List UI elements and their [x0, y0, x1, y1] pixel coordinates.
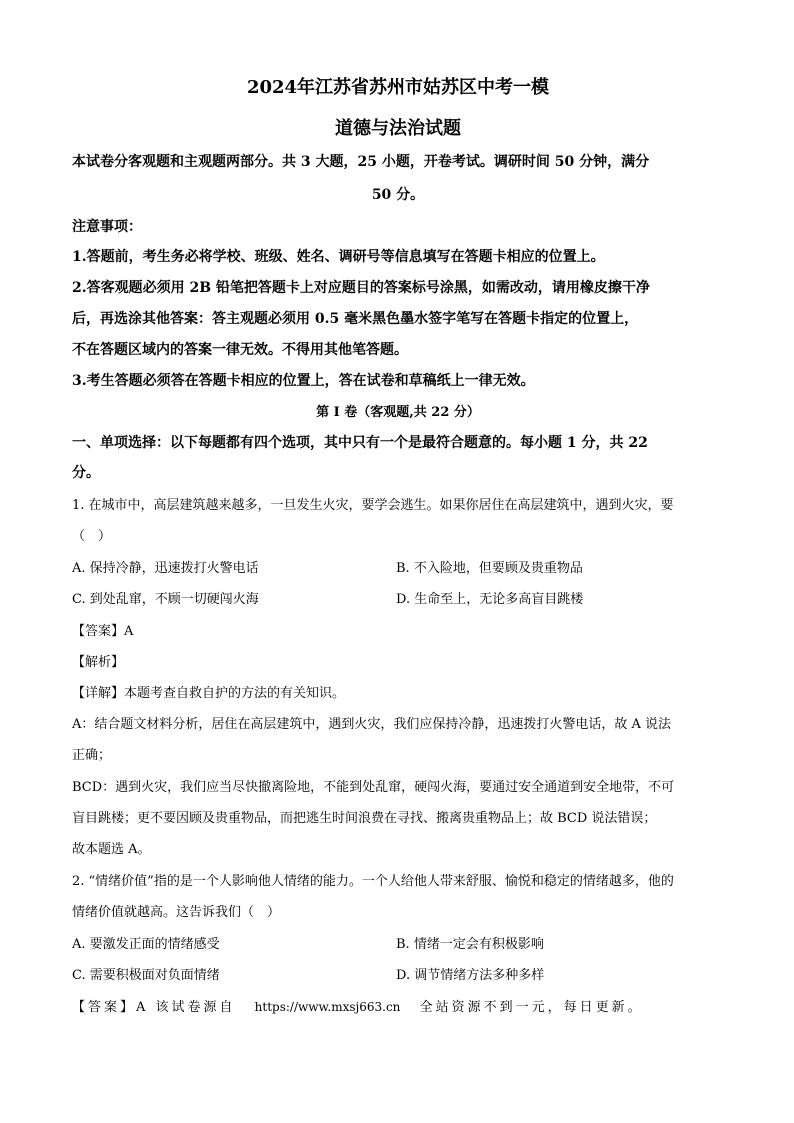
promo-text: 全站资源不到一元，每日更新。 — [419, 1000, 644, 1015]
q1-conclusion: 故本题选 A。 — [72, 842, 151, 857]
note-2-line-1: 2.答客观题必须用 2B 铅笔把答题卡上对应题目的答案标号涂黑，如需改动，请用橡皮擦干净 — [72, 280, 650, 296]
q2-option-d: D. 调节情绪方法多种多样 — [396, 968, 545, 983]
section-title: 第 I 卷（客观题,共 22 分） — [316, 405, 480, 420]
intro-line-2: 50 分。 — [371, 187, 425, 203]
q1-option-b: B. 不入险地，但要顾及贵重物品 — [396, 561, 583, 576]
q1-explanation-bcd-line-1: BCD：遇到火灾，我们应当尽快撤离险地，不能到处乱窜，硬闯火海，要通过安全通道到安全地带，不可 — [72, 780, 675, 795]
q1-explanation-a-line-2: 正确； — [72, 748, 112, 763]
note-2-line-2: 后，再选涂其他答案：答主观题必须用 0.5 毫米黑色墨水签字笔写在答题卡指定的位置上， — [72, 311, 639, 327]
part-1-heading-line-2: 分。 — [72, 465, 100, 481]
note-2-line-3: 不在答题区域内的答案一律无效。不得用其他笔答题。 — [72, 342, 408, 358]
notes-heading: 注意事项： — [72, 219, 142, 235]
q1-stem-line-2: （ ） — [72, 529, 112, 544]
q1-option-a: A. 保持冷静，迅速拨打火警电话 — [72, 561, 259, 576]
intro-line-1: 本试卷分客观题和主观题两部分。共 3 大题，25 小题，开卷考试。调研时间 50 分钟，满分 — [72, 154, 650, 170]
note-1: 1.答题前，考生务必将学校、班级、姓名、调研号等信息填写在答题卡相应的位置上。 — [72, 249, 605, 265]
q2-option-a: A. 要激发正面的情绪感受 — [72, 937, 220, 952]
q1-answer: 【答案】A — [72, 624, 134, 639]
q1-option-c: C. 到处乱窜，不顾一切硬闯火海 — [72, 592, 259, 607]
q1-explanation-a-line-1: A：结合题文材料分析，居住在高层建筑中，遇到火灾，我们应保持冷静，迅速拨打火警电话，故 A 说法 — [72, 717, 672, 732]
q1-stem-line-1: 1. 在城市中，高层建筑越来越多，一旦发生火灾，要学会逃生。如果你居住在高层建筑中，遇到火灾，要 — [72, 498, 674, 513]
q2-option-b: B. 情绪一定会有积极影响 — [396, 937, 544, 952]
q2-answer: 【答案】A 该试卷源自 — [72, 1000, 236, 1015]
q2-option-c: C. 需要积极面对负面情绪 — [72, 968, 220, 983]
q1-detail: 【详解】本题考查自救自护的方法的有关知识。 — [72, 686, 346, 701]
q1-analysis-label: 【解析】 — [72, 655, 125, 670]
page-title: 2024年江苏省苏州市姑苏区中考一模 — [246, 77, 550, 98]
page-subtitle: 道德与法治试题 — [335, 118, 461, 139]
q2-answer-line — [72, 996, 724, 1015]
source-link[interactable]: https://www.mxsj663.cn — [254, 1000, 401, 1014]
q1-option-d: D. 生命至上，无论多高盲目跳楼 — [396, 592, 584, 607]
q2-stem-line-2: 情绪价值就越高。这告诉我们（ ） — [72, 905, 281, 920]
part-1-heading-line-1: 一、单项选择：以下每题都有四个选项，其中只有一个是最符合题意的。每小题 1 分，共 22 — [72, 435, 648, 451]
note-3: 3.考生答题必须答在答题卡相应的位置上，答在试卷和草稿纸上一律无效。 — [72, 373, 535, 389]
q1-explanation-bcd-line-2: 盲目跳楼；更不要因顾及贵重物品，而把逃生时间浪费在寻找、搬离贵重物品上；故 BCD 说法错误； — [72, 811, 657, 826]
q2-stem-line-1: 2. “情绪价值”指的是一个人影响他人情绪的能力。一个人给他人带来舒服、愉悦和稳定的情绪越多，他的 — [72, 874, 674, 889]
